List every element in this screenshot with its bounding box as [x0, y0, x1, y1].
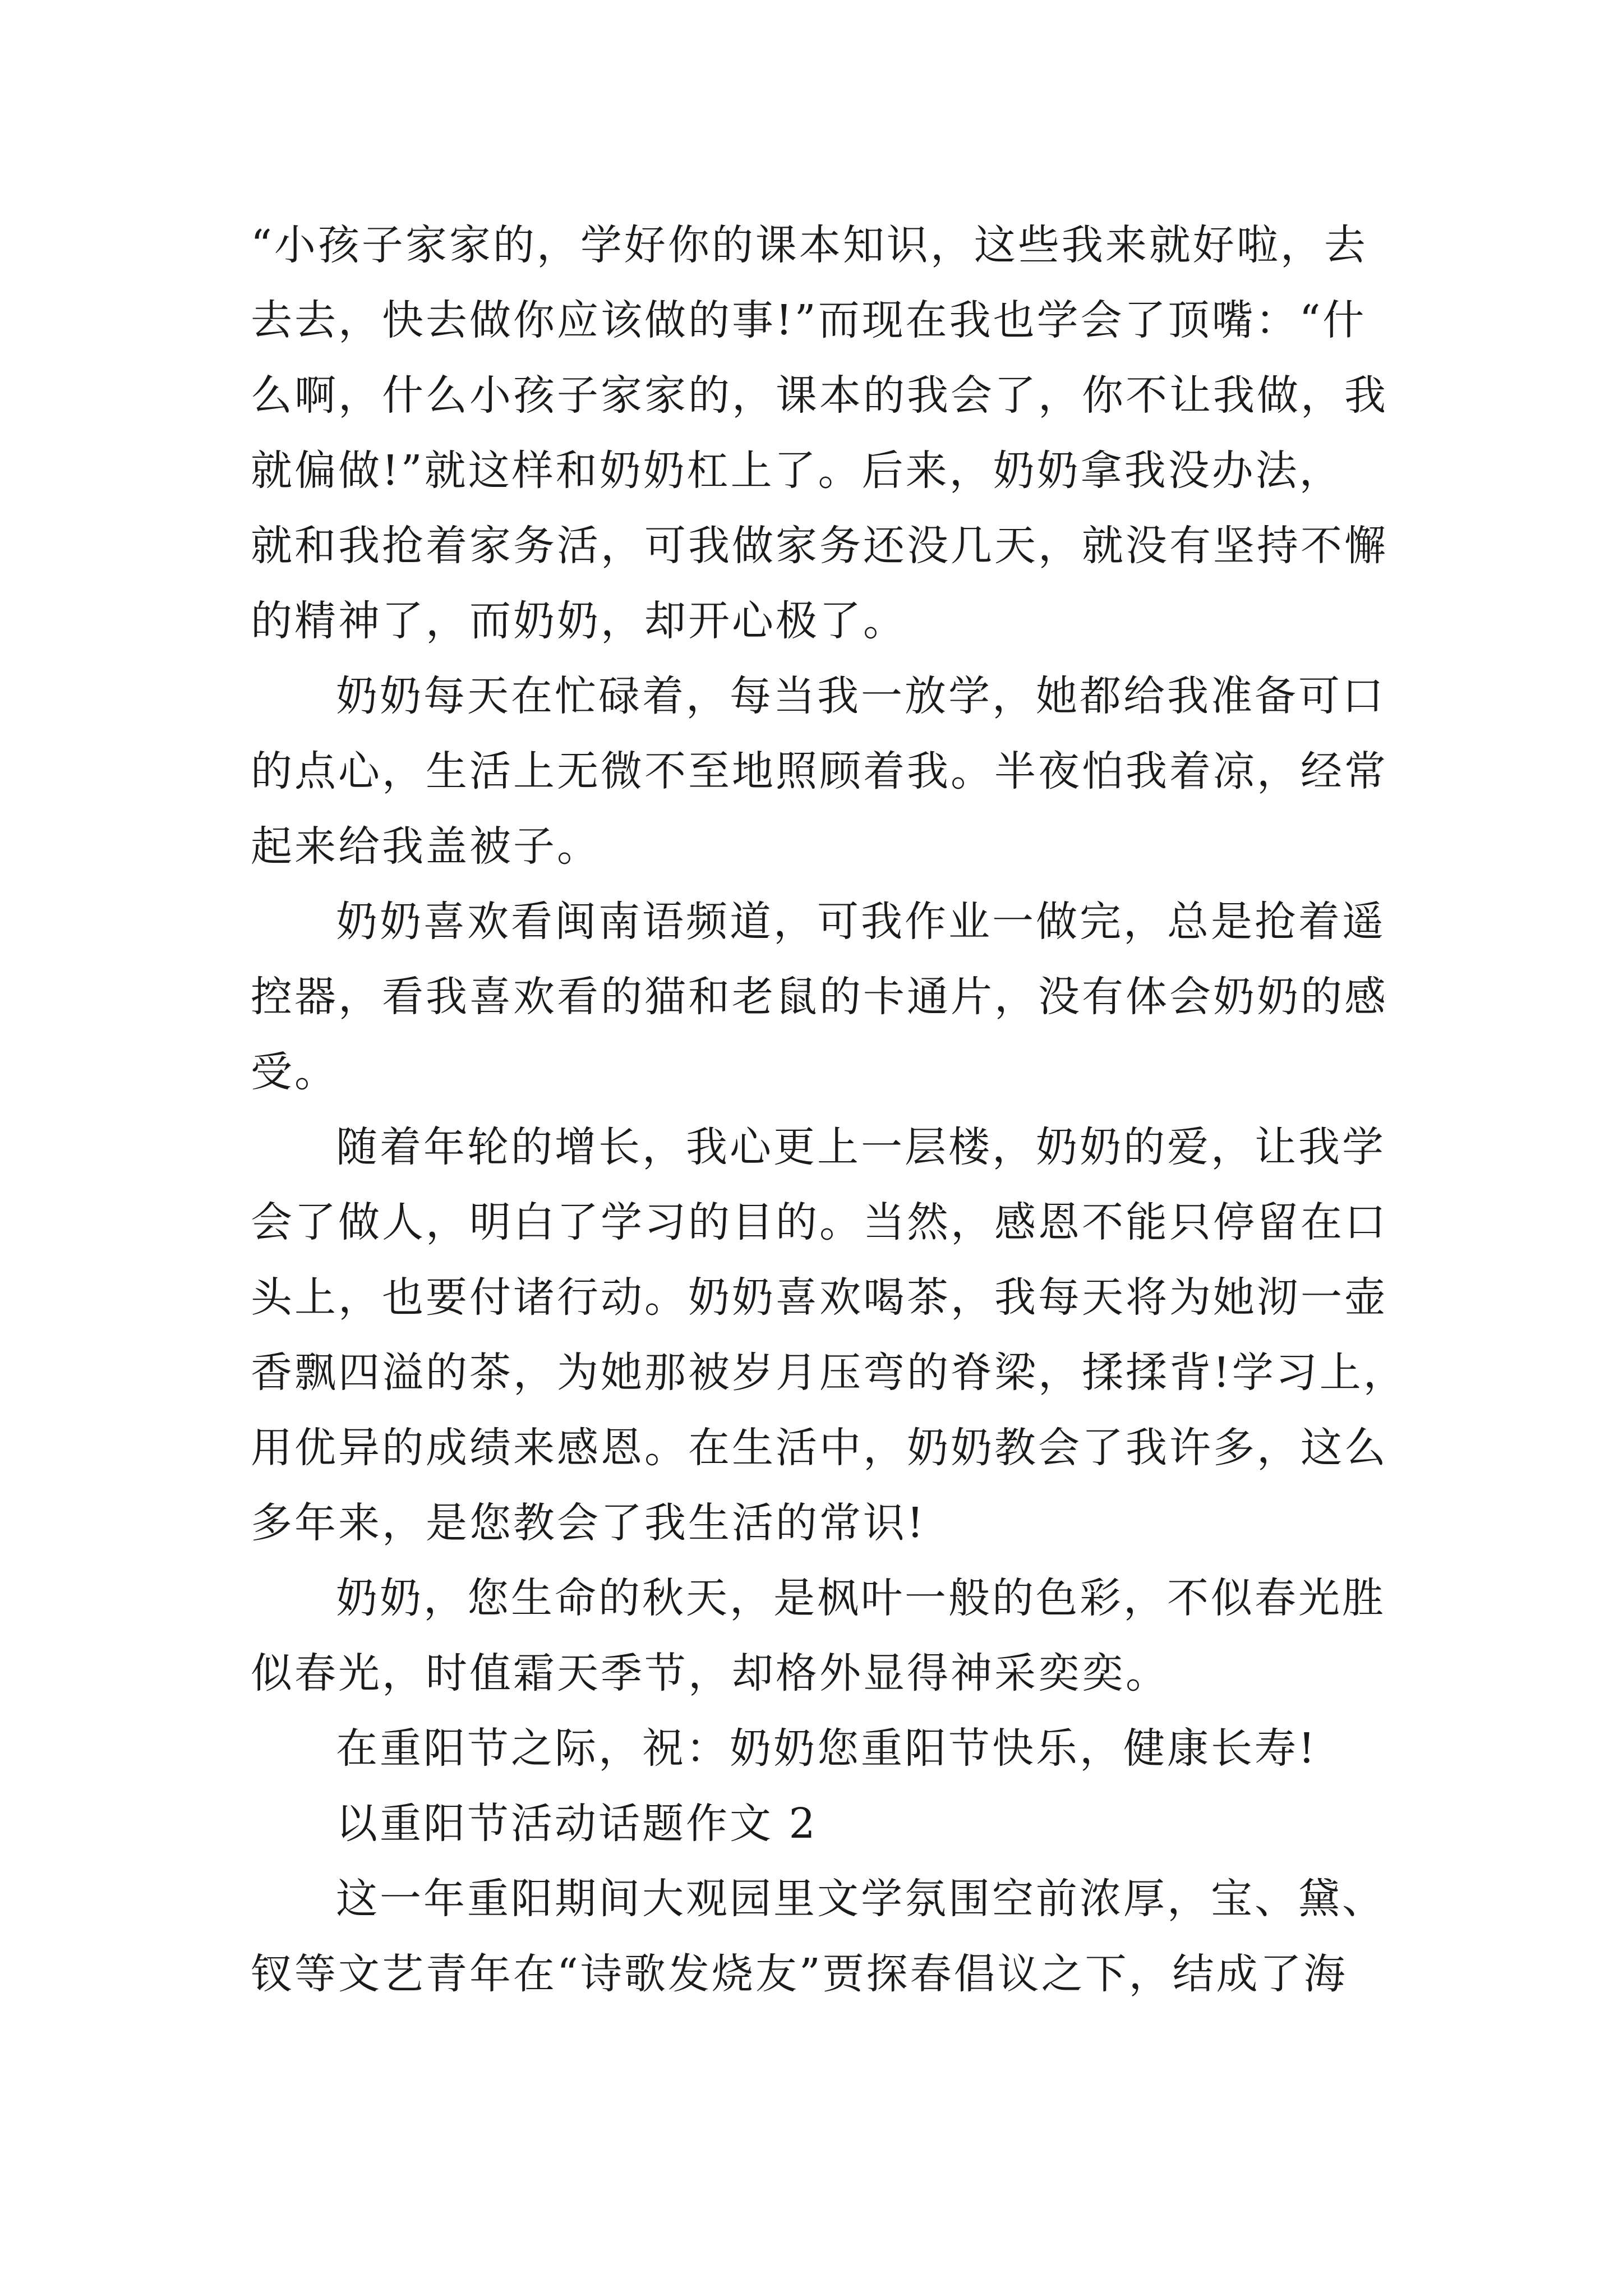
paragraph-first-line: 在重阳节之际，祝：奶奶您重阳节快乐，健康长寿!: [336, 1724, 1317, 1773]
paragraph-first-line: 随着年轮的增长，我心更上一层楼，奶奶的爱，让我学: [336, 1123, 1386, 1171]
paragraph-first-line: 奶奶每天在忙碌着，每当我一放学，她都给我准备可口: [336, 672, 1386, 720]
text-line: 受。: [251, 1048, 338, 1096]
text-line: 头上，也要付诸行动。奶奶喜欢喝茶，我每天将为她沏一壶: [251, 1273, 1388, 1322]
text-line: 用优异的成绩来感恩。在生活中，奶奶教会了我许多，这么: [251, 1424, 1388, 1472]
paragraph-first-line: 奶奶，您生命的秋天，是枫叶一般的色彩，不似春光胜: [336, 1574, 1386, 1622]
text-line: 多年来，是您教会了我生活的常识!: [251, 1499, 926, 1547]
paragraph-first-line: 奶奶喜欢看闽南语频道，可我作业一做完，总是抢着遥: [336, 898, 1386, 946]
text-line: 的点心，生活上无微不至地照顾着我。半夜怕我着凉，经常: [251, 747, 1388, 795]
text-line: 的精神了，而奶奶，却开心极了。: [251, 597, 907, 645]
text-line: 似春光，时值霜天季节，却格外显得神采奕奕。: [251, 1649, 1169, 1697]
text-line: 就偏做!”就这样和奶奶杠上了。后来，奶奶拿我没办法，: [251, 447, 1343, 495]
text-line: 么啊，什么小孩子家家的，课本的我会了，你不让我做，我: [251, 371, 1388, 420]
text-line: 控器，看我喜欢看的猫和老鼠的卡通片，没有体会奶奶的感: [251, 973, 1388, 1021]
paragraph-first-line: 这一年重阳期间大观园里文学氛围空前浓厚，宝、黛、: [336, 1875, 1386, 1923]
section-heading: 以重阳节活动话题作文 2: [336, 1800, 818, 1848]
document-body: [251, 208, 1407, 2012]
text-line: 就和我抢着家务活，可我做家务还没几天，就没有坚持不懈: [251, 522, 1388, 570]
text-line: 起来给我盖被子。: [251, 822, 601, 871]
text-line: 去去，快去做你应该做的事!”而现在我也学会了顶嘴：“什: [251, 296, 1367, 344]
text-line: “小孩子家家的，学好你的课本知识，这些我来就好啦，去: [251, 221, 1368, 269]
text-line: 会了做人，明白了学习的目的。当然，感恩不能只停留在口: [251, 1198, 1388, 1246]
text-line: 香飘四溢的茶，为她那被岁月压弯的脊梁，揉揉背!学习上，: [251, 1349, 1407, 1397]
text-line: 钗等文艺青年在“诗歌发烧友”贾探春倡议之下，结成了海: [251, 1950, 1348, 1998]
